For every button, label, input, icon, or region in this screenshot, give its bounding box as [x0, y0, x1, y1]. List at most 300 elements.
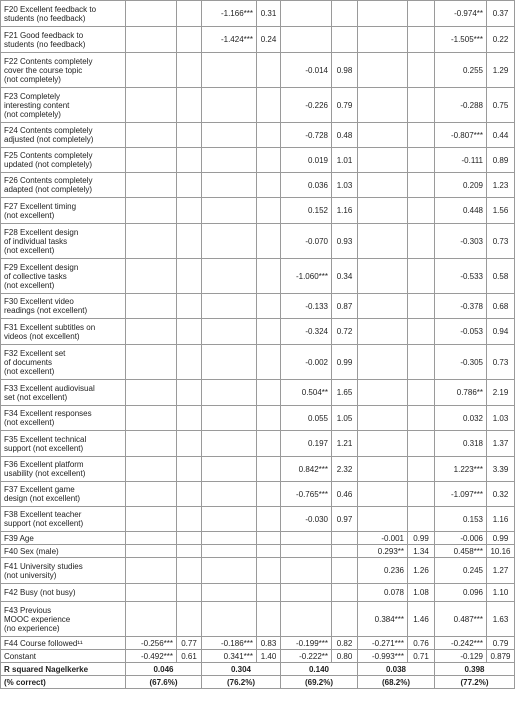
odds-ratio-cell [177, 259, 202, 294]
odds-ratio-cell [332, 602, 358, 637]
row-label [1, 380, 126, 406]
coefficient-cell: -1.505*** [435, 27, 487, 53]
odds-ratio-cell [177, 198, 202, 224]
coefficient-cell: -0.186*** [202, 637, 257, 650]
coefficient-cell: 0.341*** [202, 650, 257, 663]
row-label-line: set (not excellent) [4, 392, 68, 402]
odds-ratio-cell: 0.97 [332, 507, 358, 532]
odds-ratio-cell [177, 431, 202, 457]
r2-row-value: 0.046 [126, 663, 202, 676]
coefficient-cell [202, 545, 257, 558]
odds-ratio-cell [177, 88, 202, 123]
odds-ratio-cell: 0.93 [332, 224, 358, 259]
coefficient-cell [126, 294, 177, 319]
odds-ratio-cell [408, 406, 435, 431]
row-label [1, 431, 126, 457]
odds-ratio-cell: 0.37 [487, 1, 515, 27]
table-row [1, 27, 515, 53]
row-label-line: F27 Excellent timing [4, 201, 77, 211]
coefficient-cell [358, 380, 408, 406]
row-label [1, 507, 126, 532]
coefficient-cell [126, 380, 177, 406]
odds-ratio-cell [177, 53, 202, 88]
odds-ratio-cell: 1.01 [332, 148, 358, 173]
row-label [1, 88, 126, 123]
row-label-line: Constant [4, 651, 37, 661]
row-label [1, 584, 126, 602]
row-label-line: (not completely) [4, 74, 61, 84]
odds-ratio-cell [257, 345, 281, 380]
coefficient-cell: -0.533 [435, 259, 487, 294]
odds-ratio-cell [257, 224, 281, 259]
pct-row-value: (68.2%) [358, 676, 435, 689]
coefficient-cell [202, 507, 257, 532]
odds-ratio-cell: 0.79 [332, 88, 358, 123]
odds-ratio-cell [177, 123, 202, 148]
coefficient-cell [358, 53, 408, 88]
coefficient-cell: 0.487*** [435, 602, 487, 637]
table-row [1, 482, 515, 507]
odds-ratio-cell [177, 173, 202, 198]
row-label [1, 545, 126, 558]
odds-ratio-cell: 1.26 [408, 558, 435, 584]
table-row [1, 1, 515, 27]
row-label [1, 27, 126, 53]
coefficient-cell: -0.728 [281, 123, 332, 148]
row-label [1, 148, 126, 173]
coefficient-cell [126, 584, 177, 602]
table-row [1, 173, 515, 198]
odds-ratio-cell [332, 27, 358, 53]
coefficient-cell [202, 198, 257, 224]
odds-ratio-cell: 0.68 [487, 294, 515, 319]
odds-ratio-cell: 1.40 [257, 650, 281, 663]
coefficient-cell [281, 532, 332, 545]
odds-ratio-cell [257, 406, 281, 431]
coefficient-cell: -0.807*** [435, 123, 487, 148]
table-row [1, 294, 515, 319]
odds-ratio-cell: 1.63 [487, 602, 515, 637]
odds-ratio-cell [257, 482, 281, 507]
coefficient-cell: -0.111 [435, 148, 487, 173]
coefficient-cell [202, 319, 257, 345]
pct-row [1, 676, 515, 689]
row-label-line: cover the course topic [4, 65, 83, 75]
coefficient-cell: -0.222** [281, 650, 332, 663]
coefficient-cell: -0.324 [281, 319, 332, 345]
row-label-line: F31 Excellent subtitles on [4, 322, 96, 332]
odds-ratio-cell [257, 457, 281, 482]
odds-ratio-cell: 0.99 [408, 532, 435, 545]
coefficient-cell [358, 198, 408, 224]
coefficient-cell: -0.129 [435, 650, 487, 663]
table-row [1, 558, 515, 584]
table-row [1, 123, 515, 148]
row-label-line: F42 Busy (not busy) [4, 588, 76, 597]
coefficient-cell: 0.096 [435, 584, 487, 602]
odds-ratio-cell [408, 53, 435, 88]
coefficient-cell [281, 27, 332, 53]
coefficient-cell [126, 173, 177, 198]
coefficient-cell [281, 602, 332, 637]
odds-ratio-cell: 0.32 [487, 482, 515, 507]
row-label-line: (not completely) [4, 109, 61, 119]
odds-ratio-cell [257, 198, 281, 224]
coefficient-cell [126, 148, 177, 173]
odds-ratio-cell [257, 88, 281, 123]
odds-ratio-cell [408, 123, 435, 148]
coefficient-cell: -1.097*** [435, 482, 487, 507]
odds-ratio-cell [257, 431, 281, 457]
coefficient-cell: -0.242*** [435, 637, 487, 650]
coefficient-cell [281, 558, 332, 584]
coefficient-cell [202, 259, 257, 294]
table-row [1, 507, 515, 532]
coefficient-cell: 0.152 [281, 198, 332, 224]
coefficient-cell: -0.305 [435, 345, 487, 380]
pct-row-value: (69.2%) [281, 676, 358, 689]
coefficient-cell: -0.974** [435, 1, 487, 27]
odds-ratio-cell: 10.16 [487, 545, 515, 558]
r2-row-value: 0.304 [202, 663, 281, 676]
odds-ratio-cell [177, 406, 202, 431]
odds-ratio-cell [177, 380, 202, 406]
odds-ratio-cell: 0.72 [332, 319, 358, 345]
table-row [1, 148, 515, 173]
row-label-line: F25 Contents completely [4, 151, 93, 160]
odds-ratio-cell: 0.94 [487, 319, 515, 345]
coefficient-cell: 0.197 [281, 431, 332, 457]
row-label-line: F43 Previous [4, 605, 52, 615]
row-label-line: F22 Contents completely [4, 56, 93, 66]
row-label-line: F38 Excellent teacher [4, 510, 82, 519]
pct-row-value: (77.2%) [435, 676, 515, 689]
odds-ratio-cell: 1.23 [487, 173, 515, 198]
row-label-line: F41 University studies [4, 561, 83, 571]
row-label-line: of individual tasks [4, 236, 68, 246]
row-label-line: F37 Excellent game [4, 485, 75, 494]
row-label-line: videos (not excellent) [4, 331, 80, 341]
odds-ratio-cell: 0.34 [332, 259, 358, 294]
table-row [1, 319, 515, 345]
coefficient-cell: 0.036 [281, 173, 332, 198]
odds-ratio-cell [177, 584, 202, 602]
coefficient-cell: -0.133 [281, 294, 332, 319]
table-row [1, 545, 515, 558]
odds-ratio-cell [332, 1, 358, 27]
odds-ratio-cell: 1.65 [332, 380, 358, 406]
coefficient-cell [202, 294, 257, 319]
odds-ratio-cell [257, 380, 281, 406]
odds-ratio-cell [408, 148, 435, 173]
coefficient-cell: -0.070 [281, 224, 332, 259]
r2-row-value: 0.398 [435, 663, 515, 676]
coefficient-cell [202, 53, 257, 88]
coefficient-cell [281, 1, 332, 27]
coefficient-cell: 0.055 [281, 406, 332, 431]
odds-ratio-cell [257, 602, 281, 637]
odds-ratio-cell: 1.05 [332, 406, 358, 431]
table-row [1, 88, 515, 123]
coefficient-cell: 0.384*** [358, 602, 408, 637]
coefficient-cell [126, 27, 177, 53]
coefficient-cell [202, 224, 257, 259]
coefficient-cell [202, 148, 257, 173]
odds-ratio-cell: 0.31 [257, 1, 281, 27]
table-row [1, 259, 515, 294]
odds-ratio-cell [177, 1, 202, 27]
odds-ratio-cell: 1.03 [487, 406, 515, 431]
coefficient-cell [126, 319, 177, 345]
r2-row-label: R squared Nagelkerke [1, 663, 126, 676]
odds-ratio-cell: 0.75 [487, 88, 515, 123]
row-label-line: F35 Excellent technical [4, 434, 87, 444]
row-label [1, 173, 126, 198]
coefficient-cell [126, 198, 177, 224]
odds-ratio-cell [177, 545, 202, 558]
coefficient-cell [126, 431, 177, 457]
odds-ratio-cell [408, 319, 435, 345]
coefficient-cell [126, 406, 177, 431]
coefficient-cell [358, 406, 408, 431]
odds-ratio-cell [408, 259, 435, 294]
coefficient-cell: 0.458*** [435, 545, 487, 558]
row-label [1, 1, 126, 27]
pct-row-value: (76.2%) [202, 676, 281, 689]
odds-ratio-cell [408, 173, 435, 198]
coefficient-cell: -0.053 [435, 319, 487, 345]
odds-ratio-cell [408, 345, 435, 380]
row-label [1, 558, 126, 584]
odds-ratio-cell: 0.879 [487, 650, 515, 663]
row-label-line: F20 Excellent feedback to [4, 4, 97, 14]
row-label-line: (not excellent) [4, 280, 55, 290]
coefficient-cell [202, 431, 257, 457]
odds-ratio-cell: 0.98 [332, 53, 358, 88]
row-label [1, 602, 126, 637]
odds-ratio-cell: 0.89 [487, 148, 515, 173]
coefficient-cell [126, 532, 177, 545]
row-label [1, 482, 126, 507]
coefficient-cell [126, 88, 177, 123]
row-label [1, 259, 126, 294]
row-label-line: F33 Excellent audiovisual [4, 383, 95, 393]
coefficient-cell [358, 294, 408, 319]
row-label [1, 224, 126, 259]
odds-ratio-cell [257, 545, 281, 558]
coefficient-cell: 0.293** [358, 545, 408, 558]
odds-ratio-cell [257, 148, 281, 173]
row-label-line: F21 Good feedback to [4, 30, 84, 40]
row-label-line: F28 Excellent design [4, 227, 79, 237]
coefficient-cell: 1.223*** [435, 457, 487, 482]
row-label-line: (not excellent) [4, 418, 55, 427]
row-label-line: students (no feedback) [4, 13, 86, 23]
coefficient-cell: 0.842*** [281, 457, 332, 482]
row-label-line: of collective tasks [4, 271, 67, 281]
row-label-line: (no experience) [4, 623, 60, 633]
table-row [1, 650, 515, 663]
coefficient-cell: -0.014 [281, 53, 332, 88]
row-label [1, 457, 126, 482]
odds-ratio-cell: 0.99 [332, 345, 358, 380]
coefficient-cell [358, 27, 408, 53]
r2-row [1, 663, 515, 676]
odds-ratio-cell [408, 294, 435, 319]
row-label-line: updated (not completely) [4, 160, 93, 169]
odds-ratio-cell [257, 173, 281, 198]
coefficient-cell: -0.030 [281, 507, 332, 532]
row-label [1, 294, 126, 319]
table-row [1, 431, 515, 457]
odds-ratio-cell: 0.73 [487, 224, 515, 259]
coefficient-cell [358, 431, 408, 457]
coefficient-cell: -1.424*** [202, 27, 257, 53]
coefficient-cell [358, 148, 408, 173]
coefficient-cell: 0.032 [435, 406, 487, 431]
odds-ratio-cell [257, 507, 281, 532]
row-label-line: F29 Excellent design [4, 262, 79, 272]
coefficient-cell [126, 545, 177, 558]
odds-ratio-cell [257, 259, 281, 294]
coefficient-cell: -0.001 [358, 532, 408, 545]
odds-ratio-cell: 0.48 [332, 123, 358, 148]
row-label [1, 198, 126, 224]
coefficient-cell: -0.378 [435, 294, 487, 319]
coefficient-cell: 0.153 [435, 507, 487, 532]
table-row [1, 457, 515, 482]
coefficient-cell: -0.002 [281, 345, 332, 380]
row-label-line: of documents [4, 357, 53, 367]
odds-ratio-cell: 0.83 [257, 637, 281, 650]
coefficient-cell [202, 406, 257, 431]
coefficient-cell [126, 224, 177, 259]
row-label-line: F30 Excellent video [4, 297, 74, 306]
coefficient-cell: -0.006 [435, 532, 487, 545]
coefficient-cell: 0.786** [435, 380, 487, 406]
odds-ratio-cell [408, 224, 435, 259]
odds-ratio-cell [177, 294, 202, 319]
odds-ratio-cell: 3.39 [487, 457, 515, 482]
row-label-line: support (not excellent) [4, 443, 84, 453]
odds-ratio-cell [257, 319, 281, 345]
odds-ratio-cell [408, 507, 435, 532]
coefficient-cell: 0.236 [358, 558, 408, 584]
coefficient-cell: 0.504** [281, 380, 332, 406]
coefficient-cell [202, 584, 257, 602]
odds-ratio-cell: 0.82 [332, 637, 358, 650]
coefficient-cell [202, 173, 257, 198]
odds-ratio-cell: 1.34 [408, 545, 435, 558]
odds-ratio-cell [408, 482, 435, 507]
odds-ratio-cell: 0.99 [487, 532, 515, 545]
row-label-line: F24 Contents completely [4, 126, 93, 135]
odds-ratio-cell: 0.79 [487, 637, 515, 650]
coefficient-cell [126, 123, 177, 148]
odds-ratio-cell [177, 345, 202, 380]
coefficient-cell [358, 457, 408, 482]
coefficient-cell: -0.303 [435, 224, 487, 259]
row-label-line: F26 Contents completely [4, 176, 93, 185]
coefficient-cell: 0.019 [281, 148, 332, 173]
odds-ratio-cell: 1.46 [408, 602, 435, 637]
odds-ratio-cell [332, 545, 358, 558]
coefficient-cell [126, 507, 177, 532]
table-row [1, 532, 515, 545]
odds-ratio-cell: 0.73 [487, 345, 515, 380]
coefficient-cell [358, 507, 408, 532]
r2-row-value: 0.038 [358, 663, 435, 676]
odds-ratio-cell: 1.16 [487, 507, 515, 532]
coefficient-cell [126, 345, 177, 380]
coefficient-cell [126, 558, 177, 584]
coefficient-cell: -1.060*** [281, 259, 332, 294]
odds-ratio-cell: 0.58 [487, 259, 515, 294]
coefficient-cell [358, 345, 408, 380]
odds-ratio-cell: 0.76 [408, 637, 435, 650]
coefficient-cell [358, 224, 408, 259]
coefficient-cell: 0.078 [358, 584, 408, 602]
odds-ratio-cell [408, 88, 435, 123]
odds-ratio-cell [177, 507, 202, 532]
row-label [1, 650, 126, 663]
odds-ratio-cell [408, 380, 435, 406]
coefficient-cell [202, 123, 257, 148]
row-label-line: F34 Excellent responses [4, 409, 92, 418]
odds-ratio-cell [257, 558, 281, 584]
odds-ratio-cell: 1.37 [487, 431, 515, 457]
coefficient-cell: 0.255 [435, 53, 487, 88]
table-row [1, 602, 515, 637]
odds-ratio-cell [257, 294, 281, 319]
odds-ratio-cell [257, 532, 281, 545]
row-label-line: F44 Course followed¹¹ [4, 638, 83, 648]
odds-ratio-cell [177, 224, 202, 259]
odds-ratio-cell [408, 431, 435, 457]
row-label-line: (not excellent) [4, 366, 55, 376]
odds-ratio-cell [257, 123, 281, 148]
coefficient-cell [202, 602, 257, 637]
coefficient-cell: -0.199*** [281, 637, 332, 650]
coefficient-cell [281, 545, 332, 558]
odds-ratio-cell: 1.29 [487, 53, 515, 88]
odds-ratio-cell [177, 532, 202, 545]
row-label-line: (not university) [4, 570, 57, 580]
coefficient-cell: 0.245 [435, 558, 487, 584]
coefficient-cell: -0.288 [435, 88, 487, 123]
coefficient-cell [358, 319, 408, 345]
coefficient-cell: 0.448 [435, 198, 487, 224]
odds-ratio-cell: 1.21 [332, 431, 358, 457]
table-row [1, 584, 515, 602]
coefficient-cell [126, 457, 177, 482]
odds-ratio-cell [332, 558, 358, 584]
row-label-line: (not excellent) [4, 210, 55, 220]
row-label-line: interesting content [4, 100, 70, 110]
row-label-line: usability (not excellent) [4, 469, 86, 478]
table-row [1, 53, 515, 88]
table-row [1, 406, 515, 431]
odds-ratio-cell: 0.46 [332, 482, 358, 507]
row-label [1, 53, 126, 88]
pct-row-label: (% correct) [1, 676, 126, 689]
row-label-line: adjusted (not completely) [4, 135, 94, 144]
odds-ratio-cell: 2.32 [332, 457, 358, 482]
row-label [1, 345, 126, 380]
coefficient-cell: -0.993*** [358, 650, 408, 663]
row-label-line: F23 Completely [4, 91, 61, 101]
row-label-line: (not excellent) [4, 245, 55, 255]
